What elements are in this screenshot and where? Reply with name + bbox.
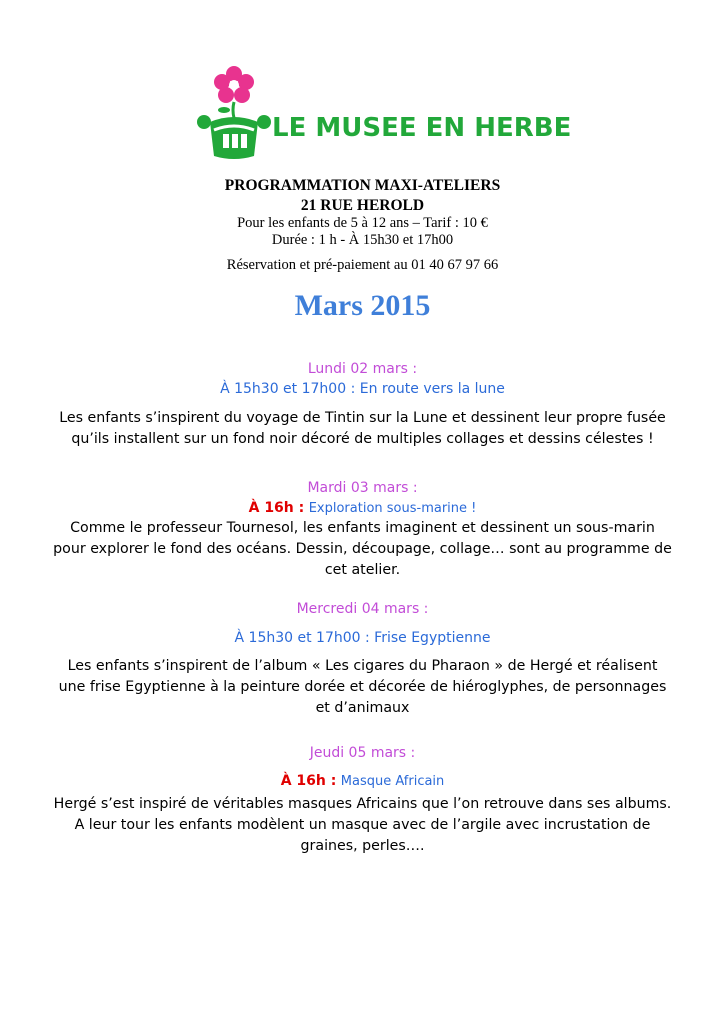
address: 21 RUE HEROLD (300, 197, 425, 214)
event-slot (0, 773, 725, 789)
program-title: PROGRAMMATION MAXI-ATELIERS (224, 177, 501, 194)
event-time: À 16h : (280, 773, 337, 789)
description-line: cet atelier. (324, 562, 401, 578)
event-description (0, 794, 725, 857)
event-description (0, 656, 725, 719)
description-line: pour explorer le fond des océans. Dessin, découpage, collage… sont au programme de (53, 541, 672, 557)
event-description (0, 408, 725, 450)
event-time: À 15h30 et 17h00 : (234, 630, 370, 646)
event-day: Mercredi 04 mars : (296, 601, 429, 617)
description-line: Hergé s’est inspiré de véritables masques Africains que l’on retrouve dans ses albums. (53, 796, 672, 812)
event-topic: Frise Egyptienne (374, 630, 491, 646)
description-line: graines, perles…. (300, 838, 425, 854)
month-title: Mars 2015 (294, 289, 431, 322)
event-topic: Masque Africain (340, 774, 445, 789)
character-icon (197, 115, 271, 159)
event-time: À 15h30 et 17h00 : (220, 381, 356, 397)
event-time: À 16h : (248, 500, 305, 516)
event-day: Jeudi 05 mars : (309, 745, 416, 761)
event-topic: Exploration sous-marine ! (308, 501, 477, 516)
duration: Durée : 1 h - À 15h30 et 17h00 (271, 232, 454, 248)
description-line: une frise Egyptienne à la peinture dorée et décorée de hiéroglyphes, de personnages (58, 679, 667, 695)
event-slot (0, 381, 725, 397)
description-line: A leur tour les enfants modèlent un masque avec de l’argile avec incrustation de (74, 817, 651, 833)
description-line: Les enfants s’inspirent de l’album « Les cigares du Pharaon » de Hergé et réalisent (67, 658, 658, 674)
svg-text:LE MUSEE EN HERBE: LE MUSEE EN HERBE (272, 113, 572, 143)
event-day: Lundi 02 mars : (307, 361, 418, 377)
event-description (0, 518, 725, 581)
description-line: et d’animaux (315, 700, 410, 716)
event-slot (0, 630, 725, 646)
logo-graphic (196, 64, 572, 164)
museum-logo (196, 64, 572, 164)
description-line: qu’ils installent sur un fond noir décoré de multiples collages et dessins célestes ! (71, 431, 654, 447)
flower-icon (214, 66, 254, 118)
description-line: Comme le professeur Tournesol, les enfants imaginent et dessinent un sous-marin (70, 520, 655, 536)
event-day: Mardi 03 mars : (307, 480, 418, 496)
audience-price: Pour les enfants de 5 à 12 ans – Tarif : 10 € (237, 215, 488, 231)
event-topic: En route vers la lune (359, 381, 505, 397)
reservation: Réservation et pré-paiement au 01 40 67 97 66 (226, 257, 499, 273)
description-line: Les enfants s’inspirent du voyage de Tintin sur la Lune et dessinent leur propre fusée (59, 410, 666, 426)
event-slot (0, 500, 725, 516)
